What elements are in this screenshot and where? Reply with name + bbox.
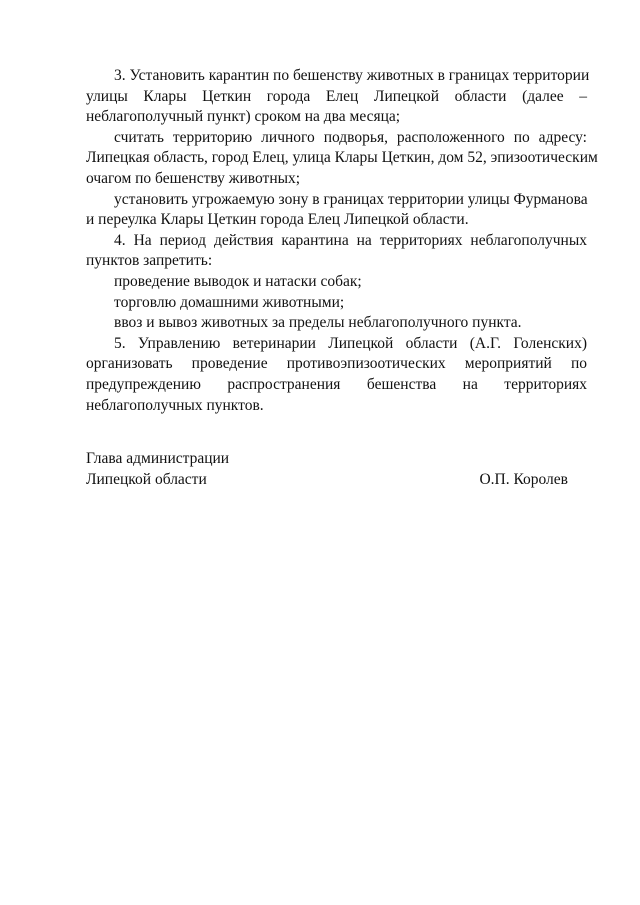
document-line: очагом по бешенству животных; — [86, 169, 301, 187]
signature-block — [86, 449, 568, 490]
signatory-position-line2: Липецкой области — [86, 470, 207, 488]
document-line: предупреждению распространения бешенства на территориях — [86, 375, 587, 393]
document-line: ввоз и вывоз животных за пределы неблагополучного пункта. — [114, 314, 522, 332]
document-line: организовать проведение противоэпизоотических мероприятий по — [86, 355, 587, 373]
document-line: 5. Управлению ветеринарии Липецкой области (А.Г. Голенских) — [114, 334, 587, 352]
document-line: установить угрожаемую зону в границах территории улицы Фурманова — [114, 190, 588, 208]
document-line: неблагополучных пунктов. — [86, 396, 264, 414]
document-line: считать территорию личного подворья, расположенного по адресу: — [114, 128, 587, 146]
document-body — [86, 66, 598, 416]
signatory-name: О.П. Королев — [479, 470, 568, 488]
document-line: улицы Клары Цеткин города Елец Липецкой области (далее – — [86, 87, 587, 105]
signature-row — [86, 470, 568, 491]
document-line: пунктов запретить: — [86, 252, 213, 270]
document-line: 4. На период действия карантина на территориях неблагополучных — [114, 231, 587, 249]
document-line: 3. Установить карантин по бешенству животных в границах территории — [114, 67, 590, 84]
document-line: Липецкая область, город Елец, улица Клары Цеткин, дом 52, эпизоотическим — [86, 149, 598, 167]
document-line: проведение выводок и натаски собак; — [114, 272, 362, 290]
document-line: неблагополучный пункт) сроком на два месяца; — [86, 108, 401, 126]
signatory-position-line1: Глава администрации — [86, 450, 230, 467]
document-line: торговлю домашними животными; — [114, 293, 345, 311]
document-line: и переулка Клары Цеткин города Елец Липецкой области. — [86, 211, 469, 229]
